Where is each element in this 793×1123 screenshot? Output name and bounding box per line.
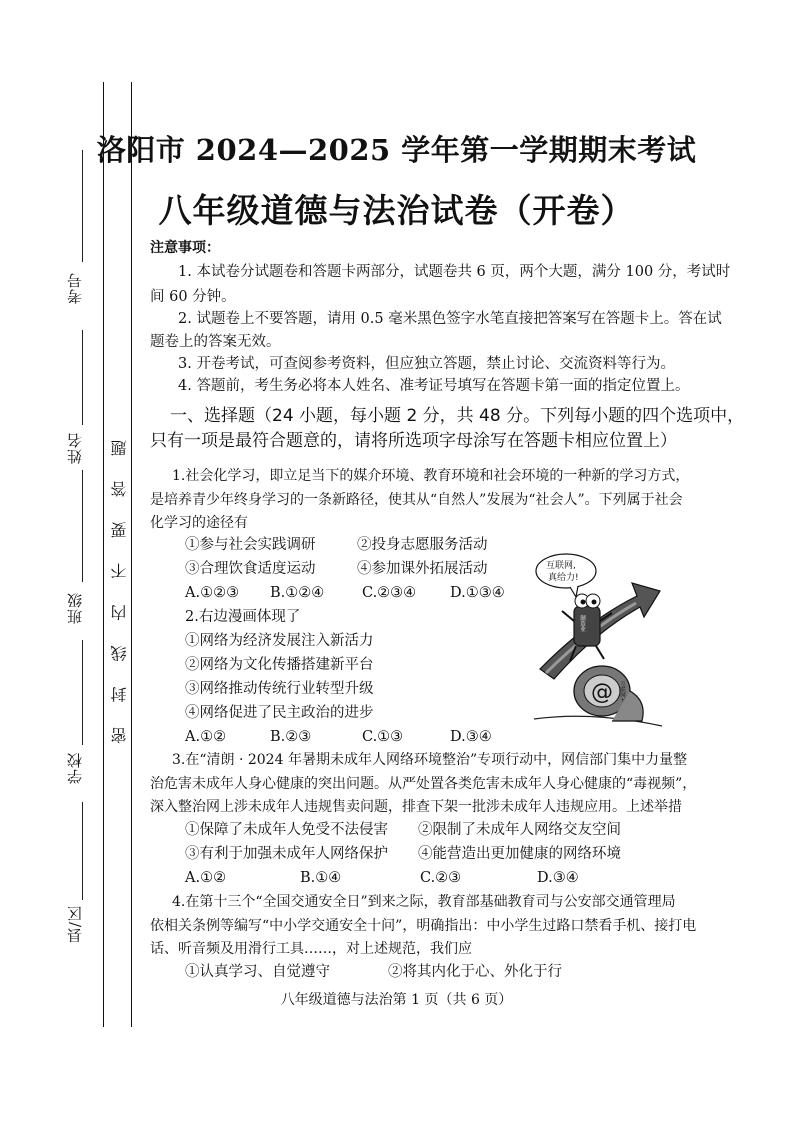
field-exam-number-label: 考号	[66, 272, 84, 304]
svg-text:@: @	[591, 680, 613, 705]
field-school-blank[interactable]	[82, 640, 83, 745]
q2-choice-c[interactable]: C.①③	[362, 729, 404, 745]
q1-choice-c[interactable]: C.②③④	[362, 585, 417, 601]
note-line: 1. 本试卷分试题卷和答题卡两部分，试题卷共 6 页，两个大题，满分 100 分，考试时	[178, 264, 731, 280]
field-name-blank[interactable]	[82, 330, 83, 425]
q3-option: ②限制了未成年人网络交友空间	[418, 822, 621, 838]
cartoon-label-arrow: 转型升级	[631, 615, 652, 649]
field-county-blank[interactable]	[82, 802, 83, 900]
q3-stem-line: 治危害未成年人身心健康的突出问题。从严处置各类危害未成年人身心健康的“毒视频”，	[150, 776, 697, 792]
field-county-label: 县/区	[66, 905, 84, 944]
cartoon-bubble-line: 互联网,	[546, 561, 576, 571]
q2-option: ③网络推动传统行业转型升级	[185, 681, 374, 697]
internet-cartoon-image	[532, 551, 664, 733]
q3-choice-d[interactable]: D.③④	[537, 870, 579, 886]
paper-subtitle: 八年级道德与法治试卷（开卷）	[158, 191, 635, 230]
q4-option: ①认真学习、自觉遵守	[185, 964, 330, 980]
q3-stem-line: 深入整治网上涉未成年人违规售卖问题，排查下架一批涉未成年人违规应用。上述举措	[150, 799, 682, 815]
q3-choice-c[interactable]: C.②③	[420, 870, 462, 886]
notes-heading: 注意事项：	[150, 240, 220, 256]
q2-option: ④网络促进了民主政治的进步	[185, 705, 374, 721]
q1-stem-line: 化学习的途径有	[150, 515, 248, 531]
q1-choice-d[interactable]: D.①③④	[450, 585, 505, 601]
field-class-label: 班级	[66, 592, 84, 624]
section-heading-cont: 只有一项是最符合题意的，请将所选项字母涂写在答题卡相应位置上）	[150, 431, 677, 451]
q1-option: ②投身志愿服务活动	[357, 537, 488, 553]
q3-option: ③有利于加强未成年人网络保护	[185, 846, 388, 862]
note-line: 题卷上的答案无效。	[150, 334, 281, 350]
q4-stem-line: 4.在第十三个“全国交通安全日”到来之际，教育部基础教育司与公安部交通管理局	[172, 894, 676, 910]
section-heading: 一、选择题（24 小题，每小题 2 分，共 48 分。下列每小题的四个选项中，	[170, 406, 745, 426]
q3-option: ①保障了未成年人免受不法侵害	[185, 822, 388, 838]
q2-option: ②网络为文化传播搭建新平台	[185, 657, 374, 673]
note-line: 2. 试题卷上不要答题，请用 0.5 毫米黑色签字水笔直接把答案写在答题卡上。答在试	[178, 311, 722, 327]
q3-stem-line: 3.在“清朗 · 2024 年暑期未成年人网络环境整治”专项行动中，网信部门集中力量整	[172, 752, 688, 768]
field-class-blank[interactable]	[82, 470, 83, 582]
q1-option: ④参加课外拓展活动	[357, 561, 488, 577]
q1-option: ①参与社会实践调研	[185, 537, 316, 553]
page-footer: 八年级道德与法治第 1 页（共 6 页）	[280, 992, 513, 1008]
q3-choice-a[interactable]: A.①②	[185, 870, 227, 886]
seal-line-notice: 密 封 线 内 不 要 答 题	[110, 430, 129, 744]
q1-choice-a[interactable]: A.①②③	[185, 585, 240, 601]
q3-option: ④能营造出更加健康的网络环境	[418, 846, 621, 862]
note-line: 3. 开卷考试，可查阅参考资料，但应独立答题，禁止讨论、交流资料等行为。	[178, 356, 675, 372]
exam-title: 洛阳市 2024—2025 学年第一学期期末考试	[96, 133, 697, 167]
note-line: 4. 答题前，考生务必将本人姓名、准考证号填写在答题卡第一面的指定位置上。	[178, 378, 690, 394]
field-school-label: 学校	[66, 752, 84, 784]
field-name-label: 姓名	[66, 432, 84, 464]
q4-option: ②将其内化于心、外化于行	[388, 964, 562, 980]
cartoon-bubble-line: 真给力!	[548, 573, 579, 583]
q2-stem: 2.右边漫画体现了	[185, 609, 301, 625]
q1-stem-line: 是培养青少年终身学习的一条新路径，使其从“自然人”发展为“社会人”。下列属于社会	[150, 492, 683, 508]
cartoon-label-internet-plus: 互联网+	[619, 681, 625, 703]
note-line: 间 60 分钟。	[150, 289, 236, 305]
cartoon-label-manufacturing: 制造业	[579, 615, 585, 632]
q2-option: ①网络为经济发展注入新活力	[185, 633, 374, 649]
q2-choice-b[interactable]: B.②③	[270, 729, 312, 745]
q1-stem-line: 1.社会化学习，即立足当下的媒介环境、教育环境和社会环境的一种新的学习方式，	[172, 468, 690, 484]
q4-stem-line: 话、听音频及用滑行工具……，对上述规范，我们应	[150, 941, 472, 957]
q2-choice-a[interactable]: A.①②	[185, 729, 227, 745]
q3-choice-b[interactable]: B.①④	[300, 870, 342, 886]
q1-choice-b[interactable]: B.①②④	[270, 585, 325, 601]
q4-stem-line: 依相关条例等编写“中小学交通安全十问”，明确指出：中小学生过路口禁看手机、接打电	[150, 918, 697, 934]
q1-option: ③合理饮食适度运动	[185, 561, 316, 577]
q2-choice-d[interactable]: D.③④	[450, 729, 492, 745]
